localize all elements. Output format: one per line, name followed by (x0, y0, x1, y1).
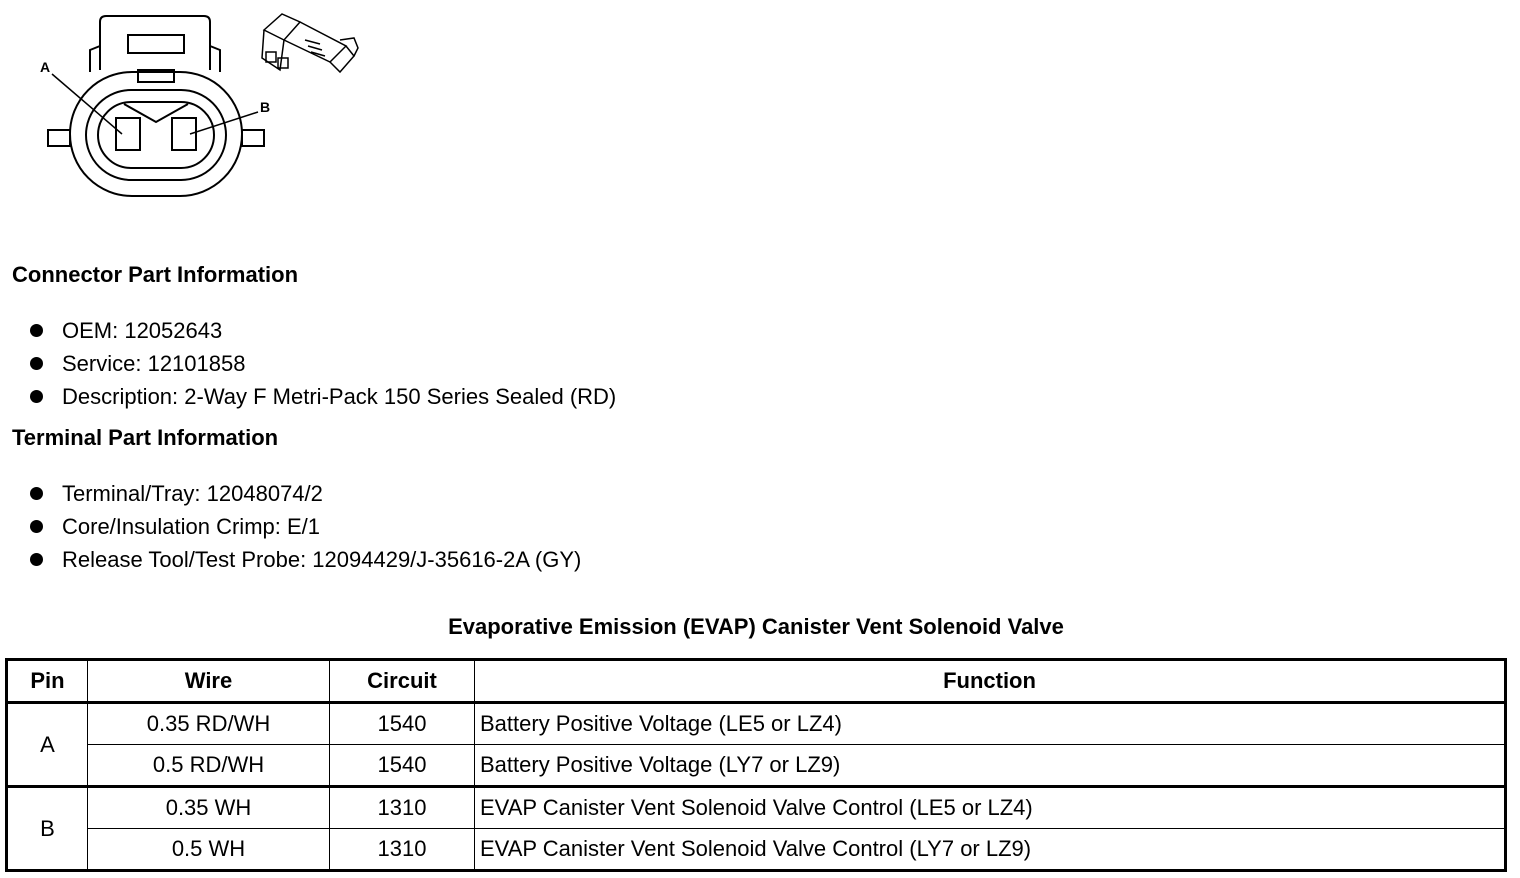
pinout-table-title: Evaporative Emission (EVAP) Canister Vent Solenoid Valve (448, 614, 1064, 639)
table-row (7, 787, 1506, 829)
wire-cell: 0.35 WH (88, 787, 330, 829)
terminal-info-list (0, 477, 581, 576)
bullet-icon (30, 553, 43, 566)
bullet-icon (30, 390, 43, 403)
circuit-cell: 1540 (330, 745, 475, 787)
connector-face-diagram (0, 0, 380, 215)
bullet-icon (30, 487, 43, 500)
pin-cell: B (7, 787, 88, 871)
header-circuit: Circuit (330, 660, 475, 703)
connector-description: Description: 2-Way F Metri-Pack 150 Series Sealed (RD) (62, 384, 617, 409)
wire-cell: 0.5 RD/WH (88, 745, 330, 787)
connector-oem: OEM: 12052643 (62, 318, 223, 343)
connector-info-list (0, 314, 616, 413)
circuit-cell: 1540 (330, 703, 475, 745)
list-item (0, 477, 581, 510)
header-pin: Pin (7, 660, 88, 703)
header-function: Function (475, 660, 1506, 703)
table-row (7, 745, 1506, 787)
wire-cell: 0.35 RD/WH (88, 703, 330, 745)
table-row (7, 703, 1506, 745)
terminal-info-heading: Terminal Part Information (12, 425, 279, 450)
function-cell: Battery Positive Voltage (LE5 or LZ4) (475, 703, 1506, 745)
pin-b-label: B (260, 99, 271, 115)
bullet-icon (30, 357, 43, 370)
function-cell: EVAP Canister Vent Solenoid Valve Control (LY7 or LZ9) (475, 829, 1506, 871)
connector-service: Service: 12101858 (62, 351, 246, 376)
list-item (0, 380, 616, 413)
pinout-table (5, 658, 1507, 872)
bullet-icon (30, 324, 43, 337)
list-item (0, 347, 616, 380)
terminal-release-tool: Release Tool/Test Probe: 12094429/J-35616-2A (GY) (62, 547, 582, 572)
connector-info-heading: Connector Part Information (12, 262, 299, 287)
pin-cell: A (7, 703, 88, 787)
bullet-icon (30, 520, 43, 533)
terminal-crimp: Core/Insulation Crimp: E/1 (62, 514, 320, 539)
list-item (0, 314, 616, 347)
terminal-tray: Terminal/Tray: 12048074/2 (62, 481, 323, 506)
connector-thumbnail-icon (262, 14, 358, 72)
wire-cell: 0.5 WH (88, 829, 330, 871)
table-header-row (7, 660, 1506, 703)
circuit-cell: 1310 (330, 829, 475, 871)
table-row (7, 829, 1506, 871)
list-item (0, 543, 581, 576)
function-cell: EVAP Canister Vent Solenoid Valve Control (LE5 or LZ4) (475, 787, 1506, 829)
circuit-cell: 1310 (330, 787, 475, 829)
function-cell: Battery Positive Voltage (LY7 or LZ9) (475, 745, 1506, 787)
pin-a-label: A (40, 59, 51, 75)
list-item (0, 510, 581, 543)
header-wire: Wire (88, 660, 330, 703)
